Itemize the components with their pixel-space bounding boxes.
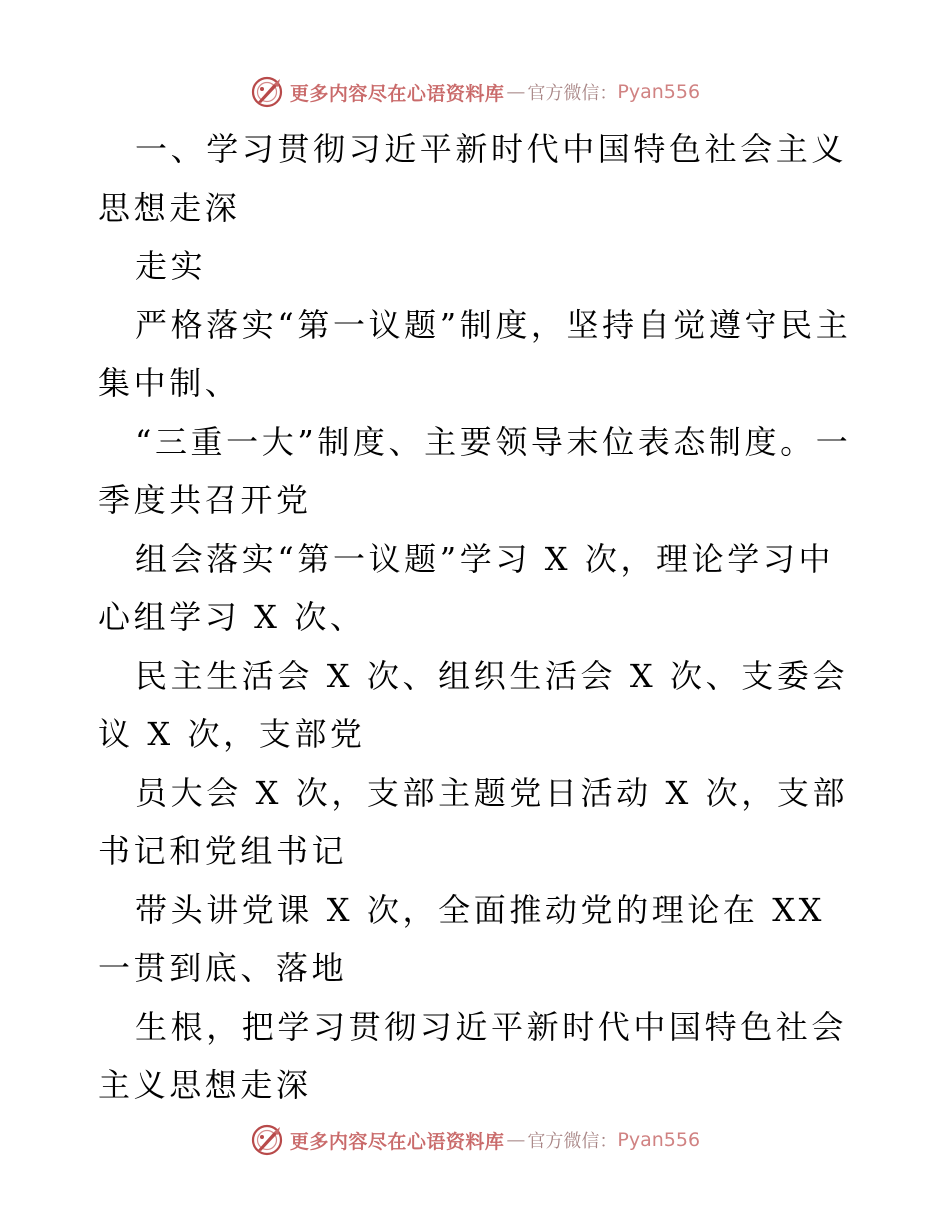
footer-watermark [0, 1120, 950, 1160]
header-watermark [0, 72, 950, 112]
watermark-title: 更多内容尽在心语资料库 [289, 82, 505, 105]
paragraph-5: 组会落实“第一议题”学习 X 次，理论学习中心组学习 X 次、 [98, 539, 835, 636]
watermark-wechat-id: Pyan556 [617, 1129, 701, 1151]
document-body [98, 120, 858, 1115]
watermark-wechat-id: Pyan556 [617, 81, 701, 103]
quill-seal-icon [250, 75, 284, 109]
paragraph-1: 一、学习贯彻习近平新时代中国特色社会主义思想走深 [98, 130, 848, 227]
watermark-subtitle: 官方微信： [527, 1131, 618, 1152]
paragraph-4: “三重一大”制度、主要领导末位表态制度。一季度共召开党 [98, 422, 852, 519]
quill-seal-icon [250, 1123, 284, 1157]
paragraph-3: 严格落实“第一议题”制度，坚持自觉遵守民主集中制、 [98, 305, 852, 402]
paragraph-2: 走实 [135, 247, 207, 285]
watermark-title: 更多内容尽在心语资料库 [289, 1130, 505, 1153]
watermark-separator: — [506, 1129, 526, 1151]
paragraph-8: 带头讲党课 X 次，全面推动党的理论在 XX 一贯到底、落地 [98, 890, 826, 987]
paragraph-9: 生根，把学习贯彻习近平新时代中国特色社会主义思想走深 [98, 1007, 848, 1104]
watermark-separator: — [506, 81, 526, 103]
watermark-subtitle: 官方微信： [527, 83, 618, 104]
paragraph-7: 员大会 X 次，支部主题党日活动 X 次，支部书记和党组书记 [98, 773, 849, 870]
paragraph-6: 民主生活会 X 次、组织生活会 X 次、支委会议 X 次，支部党 [98, 656, 849, 753]
